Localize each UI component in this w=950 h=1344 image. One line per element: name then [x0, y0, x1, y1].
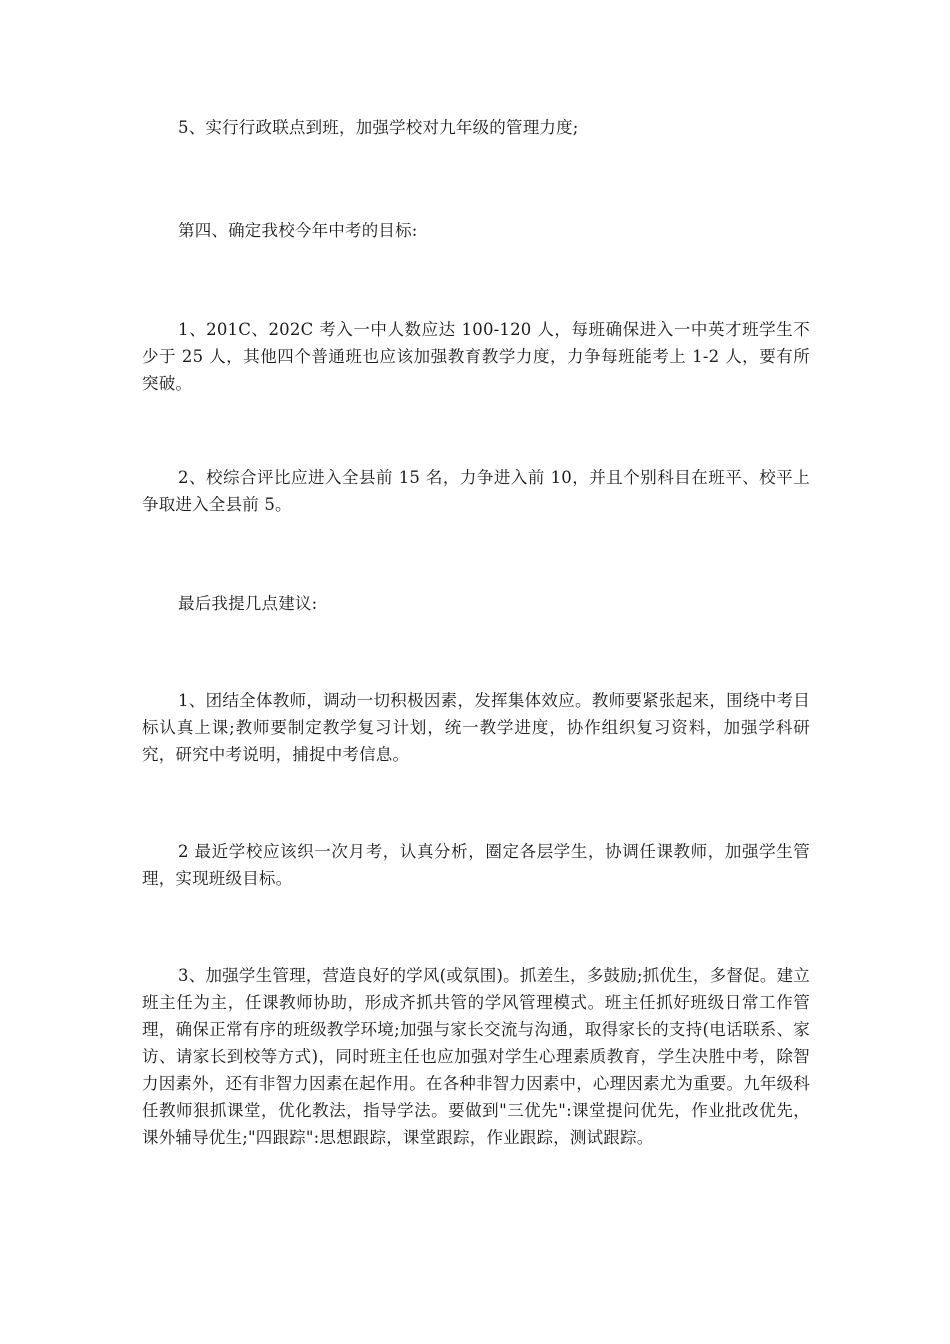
section-heading-goals: 第四、确定我校今年中考的目标:: [178, 221, 418, 240]
paragraph-goal-1: 1、201C、202C 考入一中人数应达 100-120 人，每班确保进入一中英才班学生不少于 25 人，其他四个普通班也应该加强教育教学力度，力争每班能考上 1-2 人，要有所突破。: [142, 320, 810, 393]
paragraph-goal-2: 2、校综合评比应进入全县前 15 名，力争进入前 10，并且个别科目在班平、校平上争取进入全县前 5。: [142, 468, 810, 514]
paragraph-suggestion-1: 1、团结全体教师，调动一切积极因素，发挥集体效应。教师要紧张起来，围绕中考目标认真上课;教师要制定教学复习计划，统一教学进度，协作组织复习资料，加强学科研究，研究中考说明，捕捉中考信息。: [142, 691, 810, 764]
paragraph-item-5: 5、实行行政联点到班，加强学校对九年级的管理力度;: [178, 118, 579, 137]
section-heading-suggestions: 最后我提几点建议:: [178, 594, 318, 613]
paragraph-suggestion-2: 2 最近学校应该织一次月考，认真分析，圈定各层学生，协调任课教师，加强学生管理，实现班级目标。: [142, 842, 810, 888]
paragraph-suggestion-3: 3、加强学生管理，营造良好的学风(或氛围)。抓差生，多鼓励;抓优生，多督促。建立班主任为主，任课教师协助，形成齐抓共管的学风管理模式。班主任抓好班级日常工作管理，确保正常有序的班级教学环境;加强与家长交流与沟通，取得家长的支持(电话联系、家访、请家长到校等方式)，同时班主任也应加强对学生心理素质教育，学生决胜中考，除智力因素外，还有非智力因素在起作用。在各种非智力因素中，心理因素尤为重要。九年级科任教师狠抓课堂，优化教法，指导学法。要做到"三优先":课堂提问优先，作业批改优先，课外辅导优生;"四跟踪":思想跟踪，课堂跟踪，作业跟踪，测试跟踪。: [142, 966, 810, 1147]
